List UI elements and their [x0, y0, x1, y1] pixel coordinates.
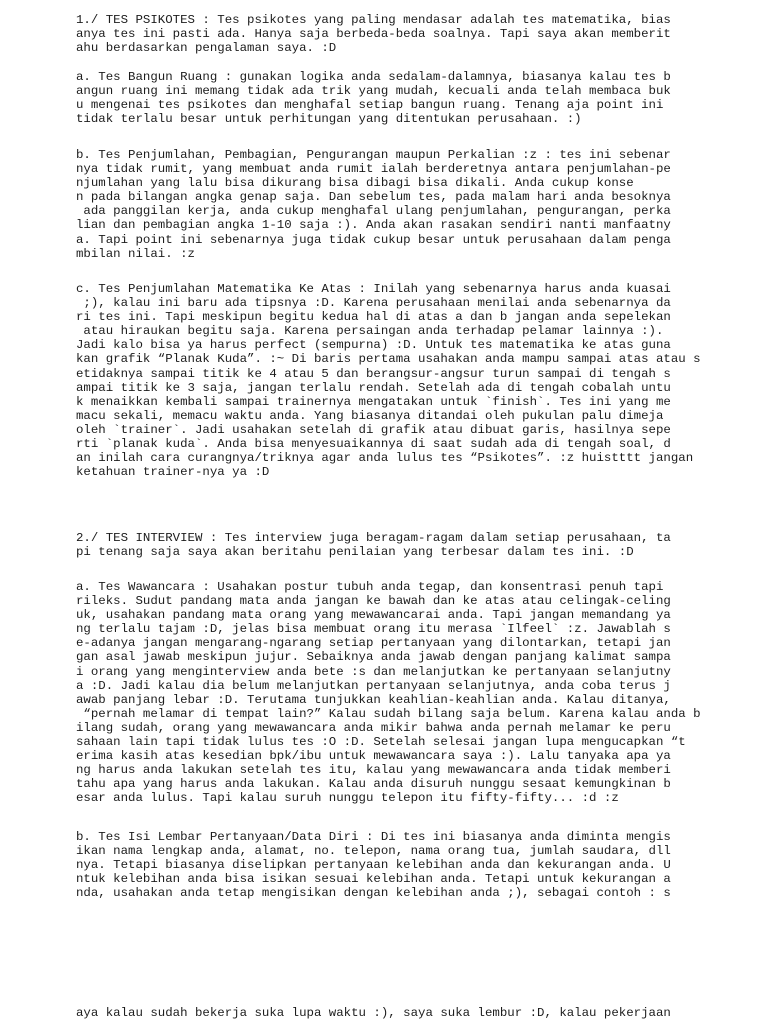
- section-psikotes-intro: [76, 13, 671, 55]
- text-line: macu sekali, memacu waktu anda. Yang biasanya ditandai oleh pukulan palu dimeja: [76, 408, 664, 423]
- text-line: angun ruang ini memang tidak ada trik yang mudah, kecuali anda telah membaca buk: [76, 84, 671, 99]
- text-line: oleh `trainer`. Jadi usahakan setelah di grafik atau dibuat garis, hasilnya sepe: [76, 422, 671, 437]
- text-line: i orang yang menginterview anda bete :s dan melanjutkan ke pertanyaan selanjutny: [76, 664, 671, 679]
- section-penjumlahan: [76, 148, 671, 261]
- text-line: aya kalau sudah bekerja suka lupa waktu :), saya suka lembur :D, kalau pekerjaan: [76, 1006, 671, 1020]
- text-line: etidaknya sampai titik ke 4 atau 5 dan berangsur-angsur turun sampai di tengah s: [76, 366, 671, 381]
- text-line: ng terlalu tajam :D, jelas bisa membuat orang itu merasa `Ilfeel` :z. Jawablah s: [76, 622, 671, 637]
- text-line: erima kasih atas kesedian bpk/ibu untuk mewawancara saya :). Lalu tanyaka apa ya: [76, 749, 671, 764]
- text-line: tahu apa yang harus anda lakukan. Kalau anda disuruh nunggu sesaat kemungkinan b: [76, 777, 671, 792]
- text-line: pi tenang saja saya akan beritahu penilaian yang terbesar dalam tes ini. :D: [76, 545, 634, 560]
- text-line: ampai titik ke 3 saja, jangan terlalu rendah. Setelah ada di tengah cobalah untu: [76, 380, 671, 395]
- text-line: Jadi kalo bisa ya harus perfect (sempurna) :D. Untuk tes matematika ke atas guna: [76, 338, 671, 353]
- text-line: a. Tapi point ini sebenarnya juga tidak cukup besar untuk perusahaan dalam penga: [76, 232, 671, 247]
- text-line: anya tes ini pasti ada. Hanya saja berbeda-beda soalnya. Tapi saya akan memberit: [76, 27, 671, 42]
- text-line: atau hiraukan begitu saja. Karena persaingan anda terhadap pelamar lainnya :).: [76, 324, 664, 339]
- text-line: b. Tes Isi Lembar Pertanyaan/Data Diri : Di tes ini biasanya anda diminta mengis: [76, 830, 671, 844]
- text-line: kan grafik “Planak Kuda”. :~ Di baris pertama usahakan anda mampu sampai atas atau s: [76, 352, 701, 367]
- text-line: ikan nama lengkap anda, alamat, no. telepon, nama orang tua, jumlah saudara, dll: [76, 844, 671, 859]
- section-bangun-ruang: [76, 70, 671, 126]
- text-line: nda, usahakan anda tetap mengisikan dengan kelebihan anda ;), sebagai contoh : s: [76, 886, 671, 901]
- text-line: esar anda lulus. Tapi kalau suruh nunggu telepon itu fifty-fifty... :d :z: [76, 791, 619, 806]
- text-line: k menaikkan kembali sampai trainernya mengatakan untuk `finish`. Tes ini yang me: [76, 394, 671, 409]
- section-matematika-ke-atas: [76, 282, 701, 479]
- text-line: ahu berdasarkan pengalaman saya. :D: [76, 41, 337, 56]
- text-line: ada panggilan kerja, anda cukup menghafal ulang penjumlahan, pengurangan, perka: [76, 204, 671, 219]
- text-line: njumlahan yang lalu bisa dikurang bisa dibagi bisa dikali. Anda cukup konse: [76, 176, 634, 191]
- text-line: a :D. Jadi kalau dia belum melanjutkan pertanyaan selanjutnya, anda coba terus j: [76, 678, 671, 693]
- text-line: gan asal jawab meskipun jujur. Sebaiknya anda jawab dengan panjang kalimat sampa: [76, 650, 671, 665]
- text-line: a. Tes Bangun Ruang : gunakan logika anda sedalam-dalamnya, biasanya kalau tes b: [76, 70, 671, 84]
- text-line: u mengenai tes psikotes dan menghafal setiap bangun ruang. Tenang aja point ini: [76, 98, 664, 113]
- text-line: 1./ TES PSIKOTES : Tes psikotes yang paling mendasar adalah tes matematika, bias: [76, 13, 671, 27]
- text-line: mbilan nilai. :z: [76, 246, 195, 261]
- text-line: ilang sudah, orang yang mewawancara anda mikir bahwa anda pernah melamar ke peru: [76, 720, 671, 735]
- text-line: e-adanya jangan mengarang-ngarang setiap pertanyaan yang dilontarkan, tetapi jan: [76, 636, 671, 651]
- text-line: 2./ TES INTERVIEW : Tes interview juga beragam-ragam dalam setiap perusahaan, ta: [76, 531, 671, 545]
- text-line: ri tes ini. Tapi meskipun begitu kedua hal di atas a dan b jangan anda sepelekan: [76, 310, 671, 325]
- text-line: rileks. Sudut pandang mata anda jangan ke bawah dan ke atas atau celingak-celing: [76, 594, 671, 609]
- text-line: c. Tes Penjumlahan Matematika Ke Atas : Inilah yang sebenarnya harus anda kuasai: [76, 282, 671, 296]
- text-line: ;), kalau ini baru ada tipsnya :D. Karena perusahaan menilai anda sebenarnya da: [76, 296, 671, 311]
- text-line: ketahuan trainer-nya ya :D: [76, 465, 270, 480]
- text-line: “pernah melamar di tempat lain?” Kalau sudah bilang saja belum. Karena kalau anda b: [76, 706, 701, 721]
- text-line: nya. Tetapi biasanya diselipkan pertanyaan kelebihan anda dan kekurangan anda. U: [76, 858, 671, 873]
- text-line: an inilah cara curangnya/triknya agar anda lulus tes “Psikotes”. :z huistttt jangan: [76, 451, 694, 466]
- text-line: lian dan pembagian angka 1-10 saja :). Anda akan rasakan sendiri nanti manfaatny: [76, 218, 671, 233]
- text-line: rti `planak kuda`. Anda bisa menyesuaikannya di saat sudah ada di tengah soal, d: [76, 437, 671, 452]
- text-line: ng harus anda lakukan setelah tes itu, kalau yang mewawancara anda tidak memberi: [76, 763, 671, 778]
- text-line: n pada bilangan angka genap saja. Dan sebelum tes, pada malam hari anda besoknya: [76, 190, 671, 205]
- section-data-diri: [76, 830, 671, 900]
- text-line: b. Tes Penjumlahan, Pembagian, Pengurangan maupun Perkalian :z : tes ini sebenar: [76, 148, 671, 162]
- section-wawancara: [76, 580, 701, 806]
- text-line: awab panjang lebar :D. Terutama tunjukkan keahlian-keahlian anda. Kalau ditanya,: [76, 692, 671, 707]
- text-line: a. Tes Wawancara : Usahakan postur tubuh anda tegap, dan konsentrasi penuh tapi: [76, 580, 664, 594]
- text-line: sahaan lain tapi tidak lulus tes :O :D. Setelah selesai jangan lupa mengucapkan “t: [76, 735, 686, 750]
- section-interview-intro: [76, 531, 671, 559]
- section-continuation: [76, 1006, 671, 1020]
- text-line: ntuk kelebihan anda bisa isikan sesuai kelebihan anda. Tetapi untuk kekurangan a: [76, 872, 671, 887]
- text-line: uk, usahakan pandang mata orang yang mewawancarai anda. Tapi jangan memandang ya: [76, 608, 671, 623]
- text-line: nya tidak rumit, yang membuat anda rumit ialah berderetnya antara penjumlahan-pe: [76, 162, 671, 177]
- text-line: tidak terlalu besar untuk perhitungan yang ditentukan perusahaan. :): [76, 112, 582, 127]
